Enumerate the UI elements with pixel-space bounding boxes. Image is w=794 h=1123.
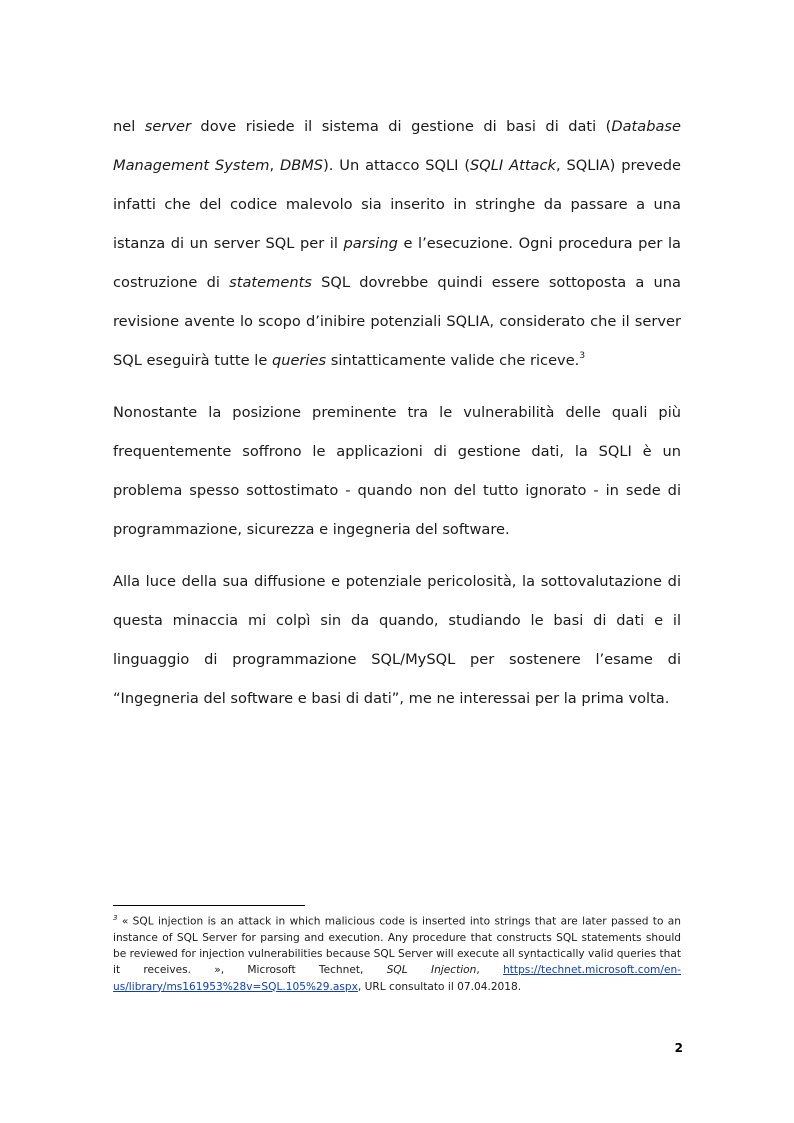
page-number: 2	[674, 1041, 683, 1055]
italic-term: DBMS	[279, 157, 324, 174]
footnote-separator-comma: ,	[476, 964, 504, 977]
text-run: dove risiede il sistema di gestione di basi di dati (	[190, 118, 612, 135]
footnote	[113, 910, 681, 995]
footnote-link[interactable]: https://technet.microsoft.com/en-us/library/ms161953%28v=SQL.105%29.aspx	[113, 964, 682, 993]
text-run: Alla luce della sua diffusione e potenziale pericolosità, la sottovalutazione di questa minaccia mi colpì sin da quando, studiando le basi di dati e il linguaggio di programmazione SQL/MySQL per sostenere l’esame di “Ingegneria del software e basi di dati”, me ne interessai per la prima volta.	[113, 573, 681, 707]
italic-term: statements	[229, 274, 312, 291]
text-run: ,	[269, 157, 280, 174]
italic-term: server	[144, 118, 191, 135]
paragraph	[113, 562, 681, 718]
italic-term: Database Management System	[113, 118, 682, 174]
footnote-separator	[113, 905, 305, 906]
text-run: nel	[113, 118, 145, 135]
text-run: Nonostante la posizione preminente tra le vulnerabilità delle quali più frequentemente soffrono le applicazioni di gestione dati, la SQLI è un problema spesso sottostimato - quando non del tutto ignorato - in sede di programmazione, sicurezza e ingegneria del software.	[113, 404, 681, 538]
text-run: ). Un attacco SQLI (	[323, 157, 471, 174]
text-run: sintatticamente valide che riceve.	[326, 352, 580, 369]
text-run: SQL dovrebbe quindi essere sottoposta a una revisione avente lo scopo d’inibire potenziali SQLIA, considerato che il server SQL eseguirà tutte le	[113, 274, 681, 369]
footnote-tail: , URL consultato il 07.04.2018.	[357, 980, 522, 993]
text-run: e l’esecuzione. Ogni procedura per la costruzione di	[113, 235, 681, 291]
footnote-number: 3	[113, 914, 118, 922]
paragraph	[113, 393, 681, 549]
italic-term: queries	[271, 352, 327, 369]
italic-term: parsing	[343, 235, 398, 252]
footnote-text: « SQL injection is an attack in which malicious code is inserted into strings that are later passed to an instance of SQL Server for parsing and execution. Any procedure that constructs SQL statements should be reviewed for injection vulnerabilities because SQL Server will execute all syntactically valid queries that it receives. », Microsoft Technet,	[113, 915, 681, 977]
footnote-reference: 3	[579, 351, 586, 362]
footnote-source-title: SQL Injection	[386, 964, 477, 977]
body-text	[113, 107, 681, 718]
italic-term: SQLI Attack	[470, 157, 556, 174]
paragraph	[113, 107, 681, 380]
text-run: , SQLIA) prevede infatti che del codice malevolo sia inserito in stringhe da passare a una istanza di un server SQL per il	[113, 157, 682, 252]
